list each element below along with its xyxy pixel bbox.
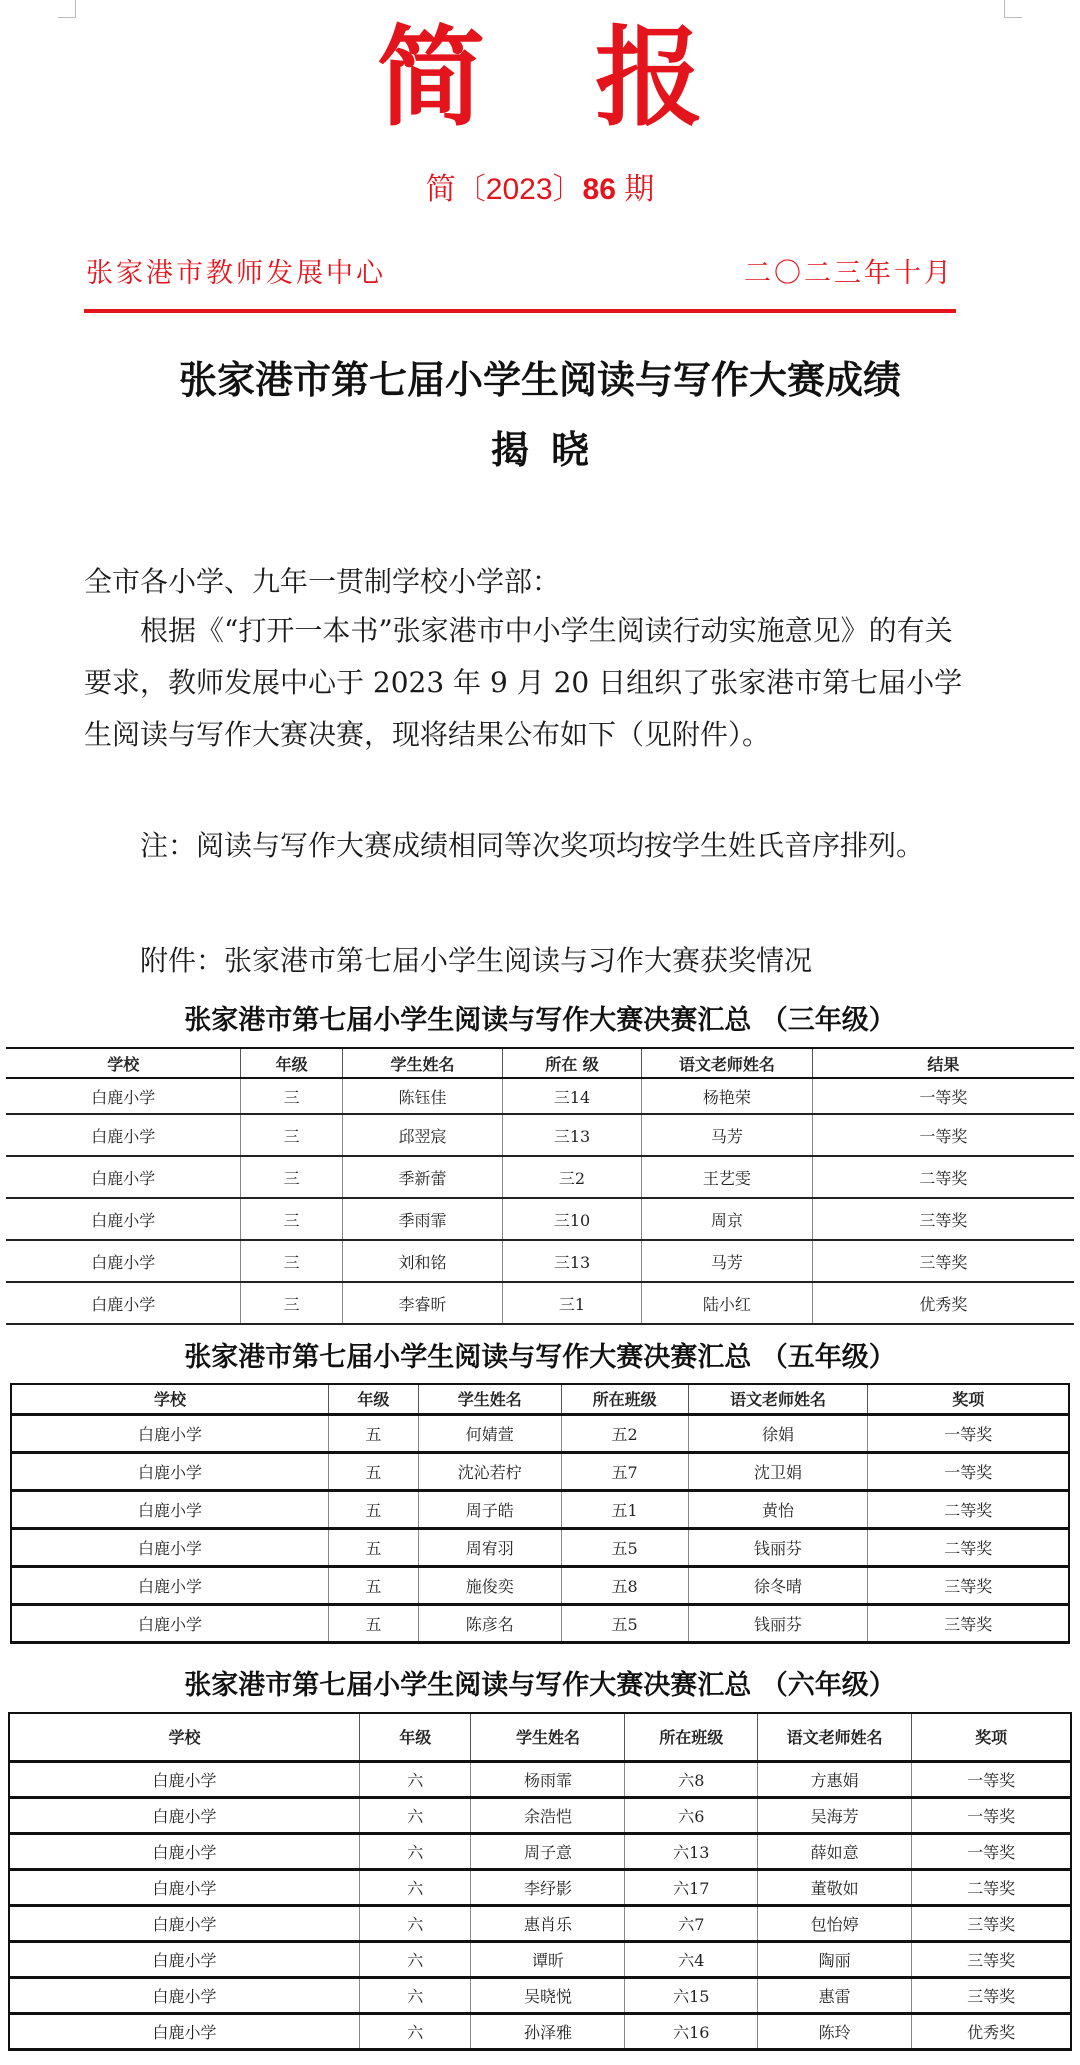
cell-award: 一等奖 [812, 1078, 1074, 1114]
cell-teacher-name: 徐娟 [688, 1414, 868, 1452]
cell-award: 三等奖 [812, 1240, 1074, 1282]
results-table-grade5 [10, 1383, 1070, 1644]
cell-class: 六4 [625, 1941, 758, 1977]
cell-teacher-name: 周京 [641, 1198, 812, 1240]
cell-teacher-name: 钱丽芬 [688, 1528, 868, 1566]
results-table-grade3 [6, 1047, 1074, 1325]
cell-award: 二等奖 [912, 1869, 1071, 1905]
red-divider [84, 309, 956, 313]
cell-award: 三等奖 [868, 1566, 1069, 1604]
table-row [9, 1833, 1071, 1869]
cell-teacher-name: 薛如意 [758, 1833, 912, 1869]
cell-award: 三等奖 [868, 1604, 1069, 1642]
cell-class: 三13 [503, 1240, 642, 1282]
table-header-row [9, 1713, 1071, 1761]
cell-award: 三等奖 [912, 1941, 1071, 1977]
cell-grade: 三 [241, 1198, 342, 1240]
cell-teacher-name: 吴海芳 [758, 1797, 912, 1833]
article-title-line2: 揭晓 [490, 427, 611, 472]
cell-award: 一等奖 [912, 1833, 1071, 1869]
cell-teacher-name: 方惠娟 [758, 1761, 912, 1797]
cell-student-name: 惠肖乐 [471, 1905, 625, 1941]
cell-school: 白鹿小学 [6, 1198, 241, 1240]
column-header-school: 学校 [11, 1384, 328, 1414]
cell-student-name: 谭昕 [471, 1941, 625, 1977]
cell-class: 五8 [561, 1566, 688, 1604]
cell-student-name: 周子意 [471, 1833, 625, 1869]
cell-school: 白鹿小学 [6, 1240, 241, 1282]
cell-school: 白鹿小学 [9, 1833, 359, 1869]
cell-grade: 三 [241, 1282, 342, 1324]
issue-number: 86 [582, 173, 616, 206]
cell-award: 一等奖 [912, 1797, 1071, 1833]
cell-teacher-name: 董敬如 [758, 1869, 912, 1905]
cell-school: 白鹿小学 [6, 1114, 241, 1156]
attachment-line: 附件：张家港市第七届小学生阅读与习作大赛获奖情况 [140, 944, 813, 977]
column-header-award: 结果 [812, 1048, 1074, 1078]
cell-class: 六16 [625, 2013, 758, 2049]
cell-class: 五7 [561, 1452, 688, 1490]
cell-school: 白鹿小学 [9, 1797, 359, 1833]
column-header-class: 所在班级 [561, 1384, 688, 1414]
table-row [9, 1905, 1071, 1941]
cell-class: 五2 [561, 1414, 688, 1452]
cell-teacher-name: 王艺雯 [641, 1156, 812, 1198]
cell-class: 六8 [625, 1761, 758, 1797]
cell-school: 白鹿小学 [9, 1941, 359, 1977]
cell-class: 六15 [625, 1977, 758, 2013]
column-header-student-name: 学生姓名 [418, 1384, 561, 1414]
cell-school: 白鹿小学 [11, 1566, 328, 1604]
table-row [11, 1490, 1069, 1528]
cell-school: 白鹿小学 [11, 1490, 328, 1528]
cell-class: 六6 [625, 1797, 758, 1833]
table-title-grade3: 张家港市第七届小学生阅读与写作大赛决赛汇总 （三年级） [184, 1005, 896, 1036]
cell-teacher-name: 钱丽芬 [688, 1604, 868, 1642]
table-row [9, 1761, 1071, 1797]
publish-date: 二〇二三年十月 [744, 258, 954, 289]
table-header-row [6, 1048, 1074, 1078]
table-row [6, 1240, 1074, 1282]
masthead-title: 简报 [376, 15, 813, 141]
publisher-org: 张家港市教师发展中心 [86, 258, 386, 289]
table-row [6, 1282, 1074, 1324]
cell-teacher-name: 陆小红 [641, 1282, 812, 1324]
cell-grade: 三 [241, 1114, 342, 1156]
cell-award: 优秀奖 [812, 1282, 1074, 1324]
cell-grade: 六 [359, 1941, 471, 1977]
cell-class: 五5 [561, 1604, 688, 1642]
table-row [9, 1941, 1071, 1977]
cell-grade: 六 [359, 2013, 471, 2049]
cell-award: 三等奖 [912, 1977, 1071, 2013]
column-header-grade: 年级 [359, 1713, 471, 1761]
cell-school: 白鹿小学 [9, 1905, 359, 1941]
cell-award: 二等奖 [868, 1528, 1069, 1566]
table-row [6, 1198, 1074, 1240]
page-corner-mark [1004, 0, 1022, 18]
cell-school: 白鹿小学 [9, 1977, 359, 2013]
cell-student-name: 施俊奕 [418, 1566, 561, 1604]
body-paragraph: 根据《“打开一本书”张家港市中小学生阅读行动实施意见》的有关要求，教师发展中心于 2023 年 9 月 20 日组织了张家港市第七届小学生阅读与写作大赛决赛，现将结果公布如下（见附件）。 [84, 614, 963, 751]
cell-student-name: 邱翌宸 [342, 1114, 502, 1156]
cell-student-name: 孙泽雅 [471, 2013, 625, 2049]
cell-student-name: 吴晓悦 [471, 1977, 625, 2013]
cell-award: 一等奖 [868, 1414, 1069, 1452]
column-header-award: 奖项 [912, 1713, 1071, 1761]
cell-student-name: 周子皓 [418, 1490, 561, 1528]
cell-grade: 六 [359, 1905, 471, 1941]
cell-grade: 六 [359, 1869, 471, 1905]
table-title-grade6: 张家港市第七届小学生阅读与写作大赛决赛汇总 （六年级） [184, 1670, 896, 1701]
column-header-student-name: 学生姓名 [471, 1713, 625, 1761]
table-row [9, 2013, 1071, 2049]
cell-award: 二等奖 [812, 1156, 1074, 1198]
cell-school: 白鹿小学 [6, 1078, 241, 1114]
cell-teacher-name: 马芳 [641, 1240, 812, 1282]
cell-grade: 六 [359, 1761, 471, 1797]
issue-number-line [0, 170, 1080, 210]
cell-grade: 六 [359, 1797, 471, 1833]
cell-grade: 三 [241, 1156, 342, 1198]
cell-class: 六13 [625, 1833, 758, 1869]
cell-teacher-name: 马芳 [641, 1114, 812, 1156]
publisher-line [86, 256, 954, 292]
cell-grade: 五 [328, 1490, 418, 1528]
column-header-grade: 年级 [241, 1048, 342, 1078]
column-header-school: 学校 [6, 1048, 241, 1078]
cell-award: 三等奖 [912, 1905, 1071, 1941]
cell-award: 一等奖 [868, 1452, 1069, 1490]
cell-award: 一等奖 [812, 1114, 1074, 1156]
column-header-award: 奖项 [868, 1384, 1069, 1414]
cell-school: 白鹿小学 [6, 1156, 241, 1198]
cell-student-name: 陈钰佳 [342, 1078, 502, 1114]
issue-suffix: 期 [615, 173, 655, 206]
cell-class: 五1 [561, 1490, 688, 1528]
cell-school: 白鹿小学 [11, 1604, 328, 1642]
column-header-class: 所在 级 [503, 1048, 642, 1078]
cell-teacher-name: 包怡婷 [758, 1905, 912, 1941]
cell-teacher-name: 沈卫娟 [688, 1452, 868, 1490]
table-row [11, 1414, 1069, 1452]
table-row [11, 1452, 1069, 1490]
cell-student-name: 李纾影 [471, 1869, 625, 1905]
cell-class: 三2 [503, 1156, 642, 1198]
table-row [9, 1869, 1071, 1905]
column-header-teacher-name: 语文老师姓名 [688, 1384, 868, 1414]
note-paragraph: 注：阅读与写作大赛成绩相同等次奖项均按学生姓氏音序排列。 [140, 829, 925, 862]
table-row [9, 1977, 1071, 2013]
column-header-grade: 年级 [328, 1384, 418, 1414]
cell-school: 白鹿小学 [6, 1282, 241, 1324]
cell-student-name: 周宥羽 [418, 1528, 561, 1566]
cell-student-name: 季雨霏 [342, 1198, 502, 1240]
cell-award: 优秀奖 [912, 2013, 1071, 2049]
cell-grade: 五 [328, 1452, 418, 1490]
issue-prefix: 简〔2023〕 [425, 173, 583, 206]
cell-student-name: 沈沁若柠 [418, 1452, 561, 1490]
cell-school: 白鹿小学 [9, 2013, 359, 2049]
cell-student-name: 李睿昕 [342, 1282, 502, 1324]
cell-grade: 五 [328, 1528, 418, 1566]
cell-class: 三14 [503, 1078, 642, 1114]
page-corner-mark [58, 0, 76, 18]
cell-award: 三等奖 [812, 1198, 1074, 1240]
cell-class: 三1 [503, 1282, 642, 1324]
cell-school: 白鹿小学 [9, 1869, 359, 1905]
column-header-teacher-name: 语文老师姓名 [641, 1048, 812, 1078]
cell-student-name: 何婧萱 [418, 1414, 561, 1452]
cell-award: 一等奖 [912, 1761, 1071, 1797]
cell-teacher-name: 黄怡 [688, 1490, 868, 1528]
cell-class: 三13 [503, 1114, 642, 1156]
cell-student-name: 季新蕾 [342, 1156, 502, 1198]
cell-class: 六7 [625, 1905, 758, 1941]
cell-teacher-name: 陈玲 [758, 2013, 912, 2049]
cell-grade: 五 [328, 1566, 418, 1604]
cell-teacher-name: 徐冬晴 [688, 1566, 868, 1604]
cell-school: 白鹿小学 [9, 1761, 359, 1797]
table-row [9, 1797, 1071, 1833]
results-table-grade6 [8, 1712, 1072, 2051]
column-header-student-name: 学生姓名 [342, 1048, 502, 1078]
table-row [11, 1604, 1069, 1642]
cell-teacher-name: 惠雷 [758, 1977, 912, 2013]
cell-class: 六17 [625, 1869, 758, 1905]
column-header-teacher-name: 语文老师姓名 [758, 1713, 912, 1761]
cell-class: 三10 [503, 1198, 642, 1240]
article-title: 张家港市第七届小学生阅读与写作大赛成绩 [178, 357, 901, 402]
column-header-class: 所在班级 [625, 1713, 758, 1761]
table-row [6, 1078, 1074, 1114]
cell-school: 白鹿小学 [11, 1528, 328, 1566]
table-row [6, 1156, 1074, 1198]
salutation: 全市各小学、九年一贯制学校小学部： [84, 565, 561, 598]
cell-school: 白鹿小学 [11, 1414, 328, 1452]
cell-grade: 三 [241, 1078, 342, 1114]
cell-award: 二等奖 [868, 1490, 1069, 1528]
cell-grade: 五 [328, 1604, 418, 1642]
cell-teacher-name: 陶丽 [758, 1941, 912, 1977]
cell-grade: 六 [359, 1833, 471, 1869]
column-header-school: 学校 [9, 1713, 359, 1761]
cell-grade: 五 [328, 1414, 418, 1452]
cell-student-name: 陈彦名 [418, 1604, 561, 1642]
cell-class: 五5 [561, 1528, 688, 1566]
cell-school: 白鹿小学 [11, 1452, 328, 1490]
cell-student-name: 余浩恺 [471, 1797, 625, 1833]
cell-grade: 三 [241, 1240, 342, 1282]
table-row [11, 1566, 1069, 1604]
cell-grade: 六 [359, 1977, 471, 2013]
cell-student-name: 刘和铭 [342, 1240, 502, 1282]
table-title-grade5: 张家港市第七届小学生阅读与写作大赛决赛汇总 （五年级） [184, 1342, 896, 1373]
table-row [11, 1528, 1069, 1566]
table-row [6, 1114, 1074, 1156]
cell-teacher-name: 杨艳荣 [641, 1078, 812, 1114]
cell-student-name: 杨雨霏 [471, 1761, 625, 1797]
table-header-row [11, 1384, 1069, 1414]
